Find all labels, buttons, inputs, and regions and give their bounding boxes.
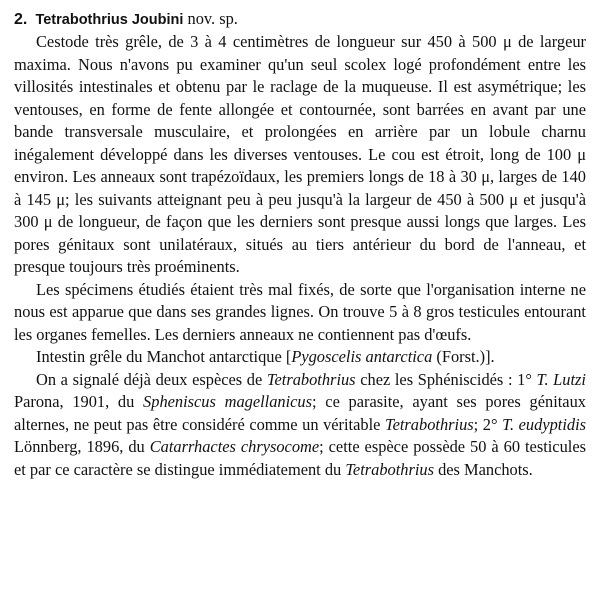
species-name: Tetrabothrius Joubini [35, 12, 184, 28]
comparison-paragraph [14, 369, 586, 482]
genus-name: Tetrabothrius [266, 369, 356, 389]
host-tail-text: (Forst.)]. [432, 347, 495, 366]
comparison-text: chez les Sphéniscidés : 1° [355, 369, 537, 389]
host-spheniscus: Spheniscus magellanicus [143, 392, 313, 411]
section-heading [14, 8, 586, 31]
comparison-text: ; cette espèce possède 50 à 60 testicules et par ce caractère se distingue immédiatement du [14, 437, 586, 479]
genus-name: Tetrabothrius [384, 414, 474, 434]
host-species-name: Pygoscelis antarctica [291, 347, 433, 366]
host-paragraph [14, 346, 586, 369]
genus-name: Tetrabothrius [345, 459, 434, 479]
document-page [14, 8, 586, 481]
species-lutzi: T. Lutzi [536, 369, 586, 389]
comparison-text: ; 2° [473, 414, 503, 434]
comparison-text: ; ce parasite, ayant ses pores génitaux alternes, ne peut pas être considéré comme un véritable [14, 392, 586, 434]
comparison-text: Lönnberg, 1896, du [14, 437, 150, 456]
anatomy-paragraph: Les spécimens étudiés étaient très mal fixés, de sorte que l'organisation interne ne nous est apparue que dans ses grandes lignes. On trouve 5 à 8 gros testicules entourant les organes femelles. Les derniers anneaux ne contiennent pas d'œufs. [14, 279, 586, 344]
comparison-text: Parona, 1901, du [14, 392, 144, 411]
section-number: 2. [14, 11, 28, 28]
species-suffix: nov. sp. [187, 9, 238, 28]
host-lead-text: Intestin grêle du Manchot antarctique [ [36, 347, 292, 366]
species-eudyptidis: T. eudyptidis [502, 414, 587, 434]
comparison-text: des Manchots. [433, 459, 533, 479]
description-paragraph: Cestode très grêle, de 3 à 4 centimètres de longueur sur 450 à 500 μ de largeur maxima. Nous n'avons pu examiner qu'un seul scolex logé profondément entre les villosités intestinales et obtenu par le raclage de la muqueuse. Il est asymétrique; les ventouses, en forme de fente allongée et contournée, sont barrées en avant par une bande transversale musculaire, et prolongées en arrière par un lobule charnu inégalement développé dans les diverses ventouses. Le cou est étroit, long de 100 μ environ. Les anneaux sont trapézoïdaux, les premiers longs de 18 à 30 μ, larges de 140 à 145 μ; les suivants atteignant peu à peu jusqu'à la largeur de 450 à 500 μ et jusqu'à 300 μ de longueur, de façon que les derniers sont presque aussi longs que larges. Les pores génitaux sont unilatéraux, situés au tiers antérieur du bord de l'anneau, et presque toujours très proéminents. [14, 32, 586, 276]
host-catarrhactes: Catarrhactes chrysocome [149, 437, 320, 456]
comparison-text: On a signalé déjà deux espèces de [36, 369, 267, 389]
